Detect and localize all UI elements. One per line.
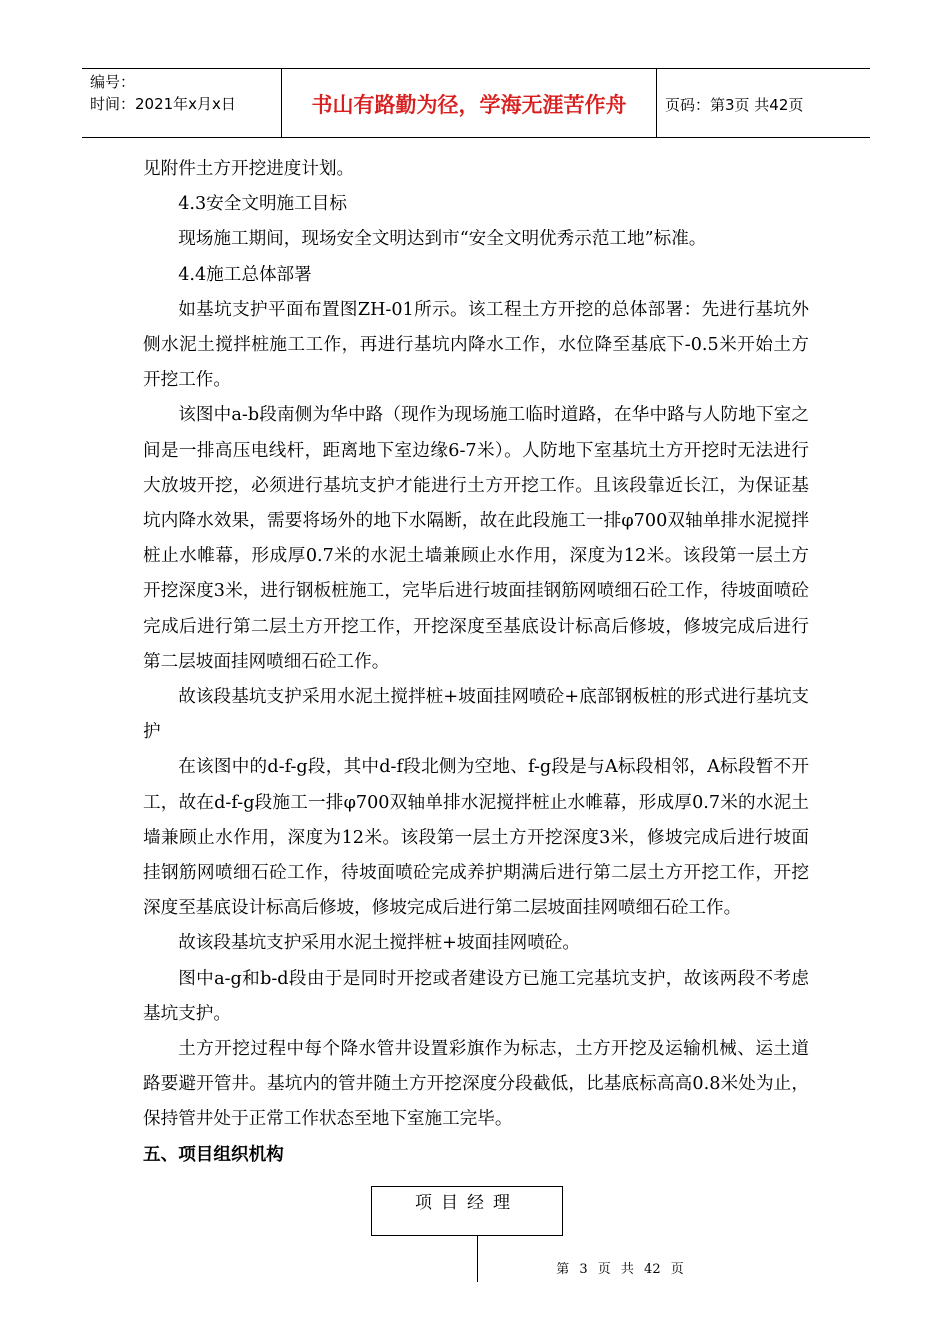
paragraph: 见附件土方开挖进度计划。 <box>143 159 355 179</box>
header-slogan: 书山有路勤为径，学海无涯苦作舟 <box>282 69 657 137</box>
document-body <box>143 152 809 1173</box>
document-number-label: 编号： <box>90 73 136 91</box>
paragraph: 现场施工期间，现场安全文明达到市“安全文明优秀示范工地”标准。 <box>178 229 707 250</box>
paragraph: 故该段基坑支护采用水泥土搅拌桩+坡面挂网喷砼。 <box>178 933 580 954</box>
paragraph: 图中a-g和b-d段由于是同时开挖或者建设方已施工完基坑支护，故该两段不考虑基坑支护。 <box>143 968 809 1024</box>
org-chart-connector-line <box>477 1236 478 1282</box>
header-meta <box>82 69 282 137</box>
paragraph: 故该段基坑支护采用水泥土搅拌桩+坡面挂网喷砼+底部钢板桩的形式进行基坑支护 <box>143 687 809 743</box>
section-heading: 五、项目组织机构 <box>143 1144 284 1165</box>
paragraph: 该图中a-b段南侧为华中路（现作为现场施工临时道路，在华中路与人防地下室之间是一排高压电线杆，距离地下室边缘6-7米）。人防地下室基坑土方开挖时无法进行大放坡开挖，必须进行基坑支护才能进行土方开挖工作。且该段靠近长江，为保证基坑内降水效果，需要将场外的地下水隔断，故在此段施工一排φ700双轴单排水泥搅拌桩止水帷幕，形成厚0.7米的水泥土墙兼顾止水作用，深度为12米。该段第一层土方开挖深度3米，进行钢板桩施工，完毕后进行坡面挂钢筋网喷细石砼工作，待坡面喷砼完成后进行第二层土方开挖工作，开挖深度至基底设计标高后修坡，修坡完成后进行第二层坡面挂网喷细石砼工作。 <box>143 405 809 672</box>
subsection-heading: 4.4施工总体部署 <box>178 264 312 285</box>
page-header <box>82 68 870 138</box>
org-chart-project-manager-box: 项目经理 <box>371 1186 563 1236</box>
header-page-label: 页码：第3页 共42页 <box>665 95 804 114</box>
page-footer: 第 3 页 共 42 页 <box>556 1262 684 1277</box>
paragraph: 土方开挖过程中每个降水管井设置彩旗作为标志，土方开挖及运输机械、运土道路要避开管井。基坑内的管井随土方开挖深度分段截低，比基底标高高0.8米处为止，保持管井处于正常工作状态至地下室施工完毕。 <box>143 1039 809 1130</box>
paragraph: 如基坑支护平面布置图ZH-01所示。该工程土方开挖的总体部署：先进行基坑外侧水泥土搅拌桩施工工作，再进行基坑内降水工作，水位降至基底下-0.5米开始土方开挖工作。 <box>143 299 809 391</box>
subsection-heading: 4.3安全文明施工目标 <box>178 194 347 215</box>
document-date-label: 时间：2021年x月x日 <box>90 95 236 113</box>
paragraph: 在该图中的d-f-g段，其中d-f段北侧为空地、f-g段是与A标段相邻，A标段暂不开工，故在d-f-g段施工一排φ700双轴单排水泥搅拌桩止水帷幕，形成厚0.7米的水泥土墙兼顾止水作用，深度为12米。该段第一层土方开挖深度3米，修坡完成后进行坡面挂钢筋网喷细石砼工作，待坡面喷砼完成养护期满后进行第二层土方开挖工作，开挖深度至基底设计标高后修坡，修坡完成后进行第二层坡面挂网喷细石砼工作。 <box>143 757 809 919</box>
